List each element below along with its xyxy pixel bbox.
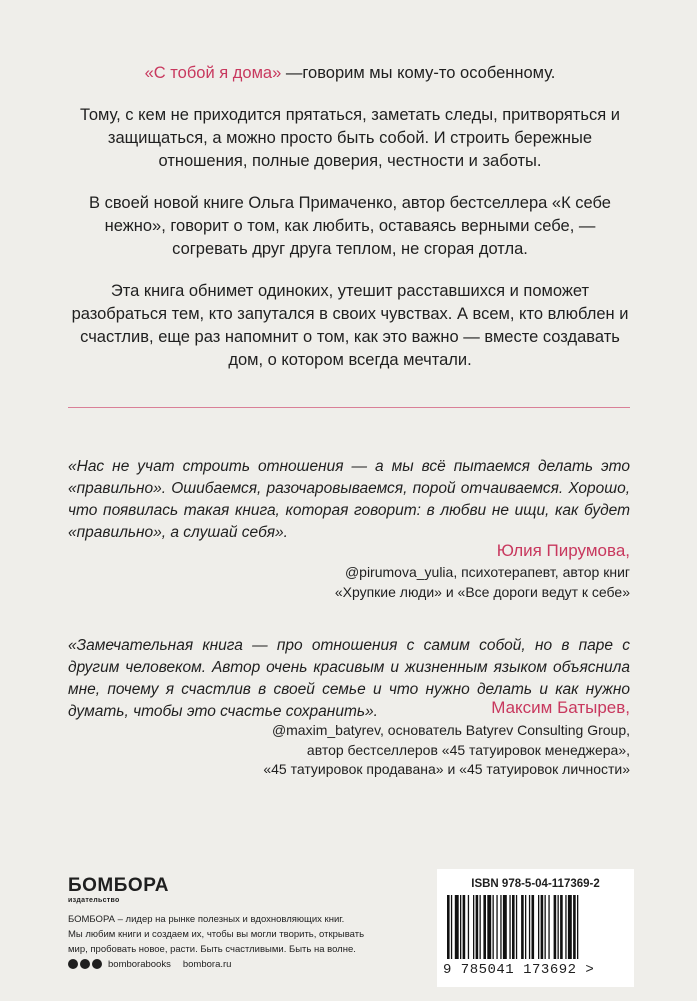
- review-quote-1: «Нас не учат строить отношения — а мы всё пытаемся делать это «правильно». Ошибаемся, разочаровываемся, порой отчаиваемся. Хорошо, что появилась такая книга, которая говорит: в любви не ищи, как будет «правильно», а слушай себя».: [68, 458, 630, 541]
- barcode-bar: [463, 895, 466, 959]
- barcode-bar: [568, 895, 572, 959]
- isbn-label: ISBN 978-5-04-117369-2: [471, 878, 600, 890]
- barcode-bar: [548, 895, 549, 959]
- barcode-bar: [554, 895, 557, 959]
- barcode-digits: 9 785041 173692 >: [443, 962, 595, 978]
- barcode-bar: [476, 895, 479, 959]
- description-paragraph-1: «С тобой я дома» —говорим мы кому-то особенному.: [144, 64, 556, 82]
- barcode-bar: [512, 895, 515, 959]
- barcode-bar: [480, 895, 481, 959]
- barcode-bar: [447, 895, 450, 959]
- review-quote-2: «Замечательная книга — про отношения с самим собой, но в паре с другим человеком. Автор очень красивым и жизненным языком объяснила мне, почему я счастлив в своей семье и что нужно делать и как нужно думать, чтобы это счастье сохранить».: [68, 637, 630, 720]
- barcode-bar: [521, 895, 524, 959]
- barcode-bar: [500, 895, 501, 959]
- review-credits-1: @pirumova_yulia, психотерапевт, автор книг «Хрупкие люди» и «Все дороги ведут к себе»: [334, 564, 630, 600]
- barcode-bar: [503, 895, 507, 959]
- description-paragraph-2: Тому, с кем не приходится прятаться, заметать следы, притворяться и защищаться, а можно просто быть собой. И строить бережные отношения, полные доверия, честности и заботы.: [80, 106, 620, 170]
- barcode-bar: [496, 895, 497, 959]
- vk-icon: [80, 959, 90, 969]
- barcode-bar: [487, 895, 491, 959]
- barcode-bar: [525, 895, 526, 959]
- barcode-bar: [468, 895, 469, 959]
- barcode-bar: [577, 895, 578, 959]
- barcode-bar: [573, 895, 576, 959]
- review-author-2: Максим Батырев,: [491, 698, 630, 717]
- barcode-bar: [483, 895, 486, 959]
- publisher-socials: [68, 957, 231, 971]
- barcode-bar: [516, 895, 517, 959]
- book-description: [70, 62, 630, 391]
- review-credits-2: @maxim_batyrev, основатель Batyrev Consulting Group, автор бестселлеров «45 татуировок менеджера», «45 татуировок продавана» и «45 татуировок личности»: [263, 722, 630, 777]
- barcode-bar: [460, 895, 461, 959]
- divider-line: [68, 407, 630, 408]
- barcode-box: [437, 869, 634, 987]
- description-paragraph-3: В своей новой книге Ольга Примаченко, автор бестселлера «К себе нежно», говорит о том, как любить, оставаясь верными себе, — согревать друг друга теплом, не сгорая дотла.: [89, 194, 611, 258]
- barcode-bar: [451, 895, 452, 959]
- barcode-bar: [529, 895, 530, 959]
- barcode-bar: [565, 895, 566, 959]
- barcode-bar: [558, 895, 559, 959]
- barcode-bar: [455, 895, 459, 959]
- description-paragraph-4: Эта книга обнимет одиноких, утешит расставшихся и поможет разобраться тем, кто запутался в своих чувствах. А всем, кто влюблен и счастлив, еще раз напомнит о том, как это важно — вместе создавать дом, о котором всегда мечтали.: [71, 282, 629, 369]
- instagram-icon: [92, 959, 102, 969]
- barcode-bar: [538, 895, 539, 959]
- barcode-bar: [473, 895, 474, 959]
- barcode-bar: [560, 895, 563, 959]
- facebook-icon: [68, 959, 78, 969]
- title-quote: «С тобой я дома»: [144, 64, 282, 82]
- publisher-logo: БОМБОРА: [68, 875, 169, 896]
- barcode-bar: [545, 895, 546, 959]
- social-handle: bomborabooks: [108, 958, 171, 970]
- barcode-bar: [541, 895, 544, 959]
- barcode-bar: [532, 895, 535, 959]
- publisher-site: bombora.ru: [182, 958, 232, 970]
- barcode-bar: [493, 895, 494, 959]
- publisher-logo-sub: издательство: [68, 897, 120, 904]
- barcode-image: [447, 895, 624, 959]
- barcode-bar: [509, 895, 510, 959]
- publisher-blurb: БОМБОРА – лидер на рынке полезных и вдохновляющих книг. Мы любим книги и создаем их, чтобы вы могли творить, открывать мир, пробовать новое, расти. Быть счастливыми. Быть на волне.: [68, 914, 365, 955]
- review-author-1: Юлия Пирумова,: [496, 541, 630, 560]
